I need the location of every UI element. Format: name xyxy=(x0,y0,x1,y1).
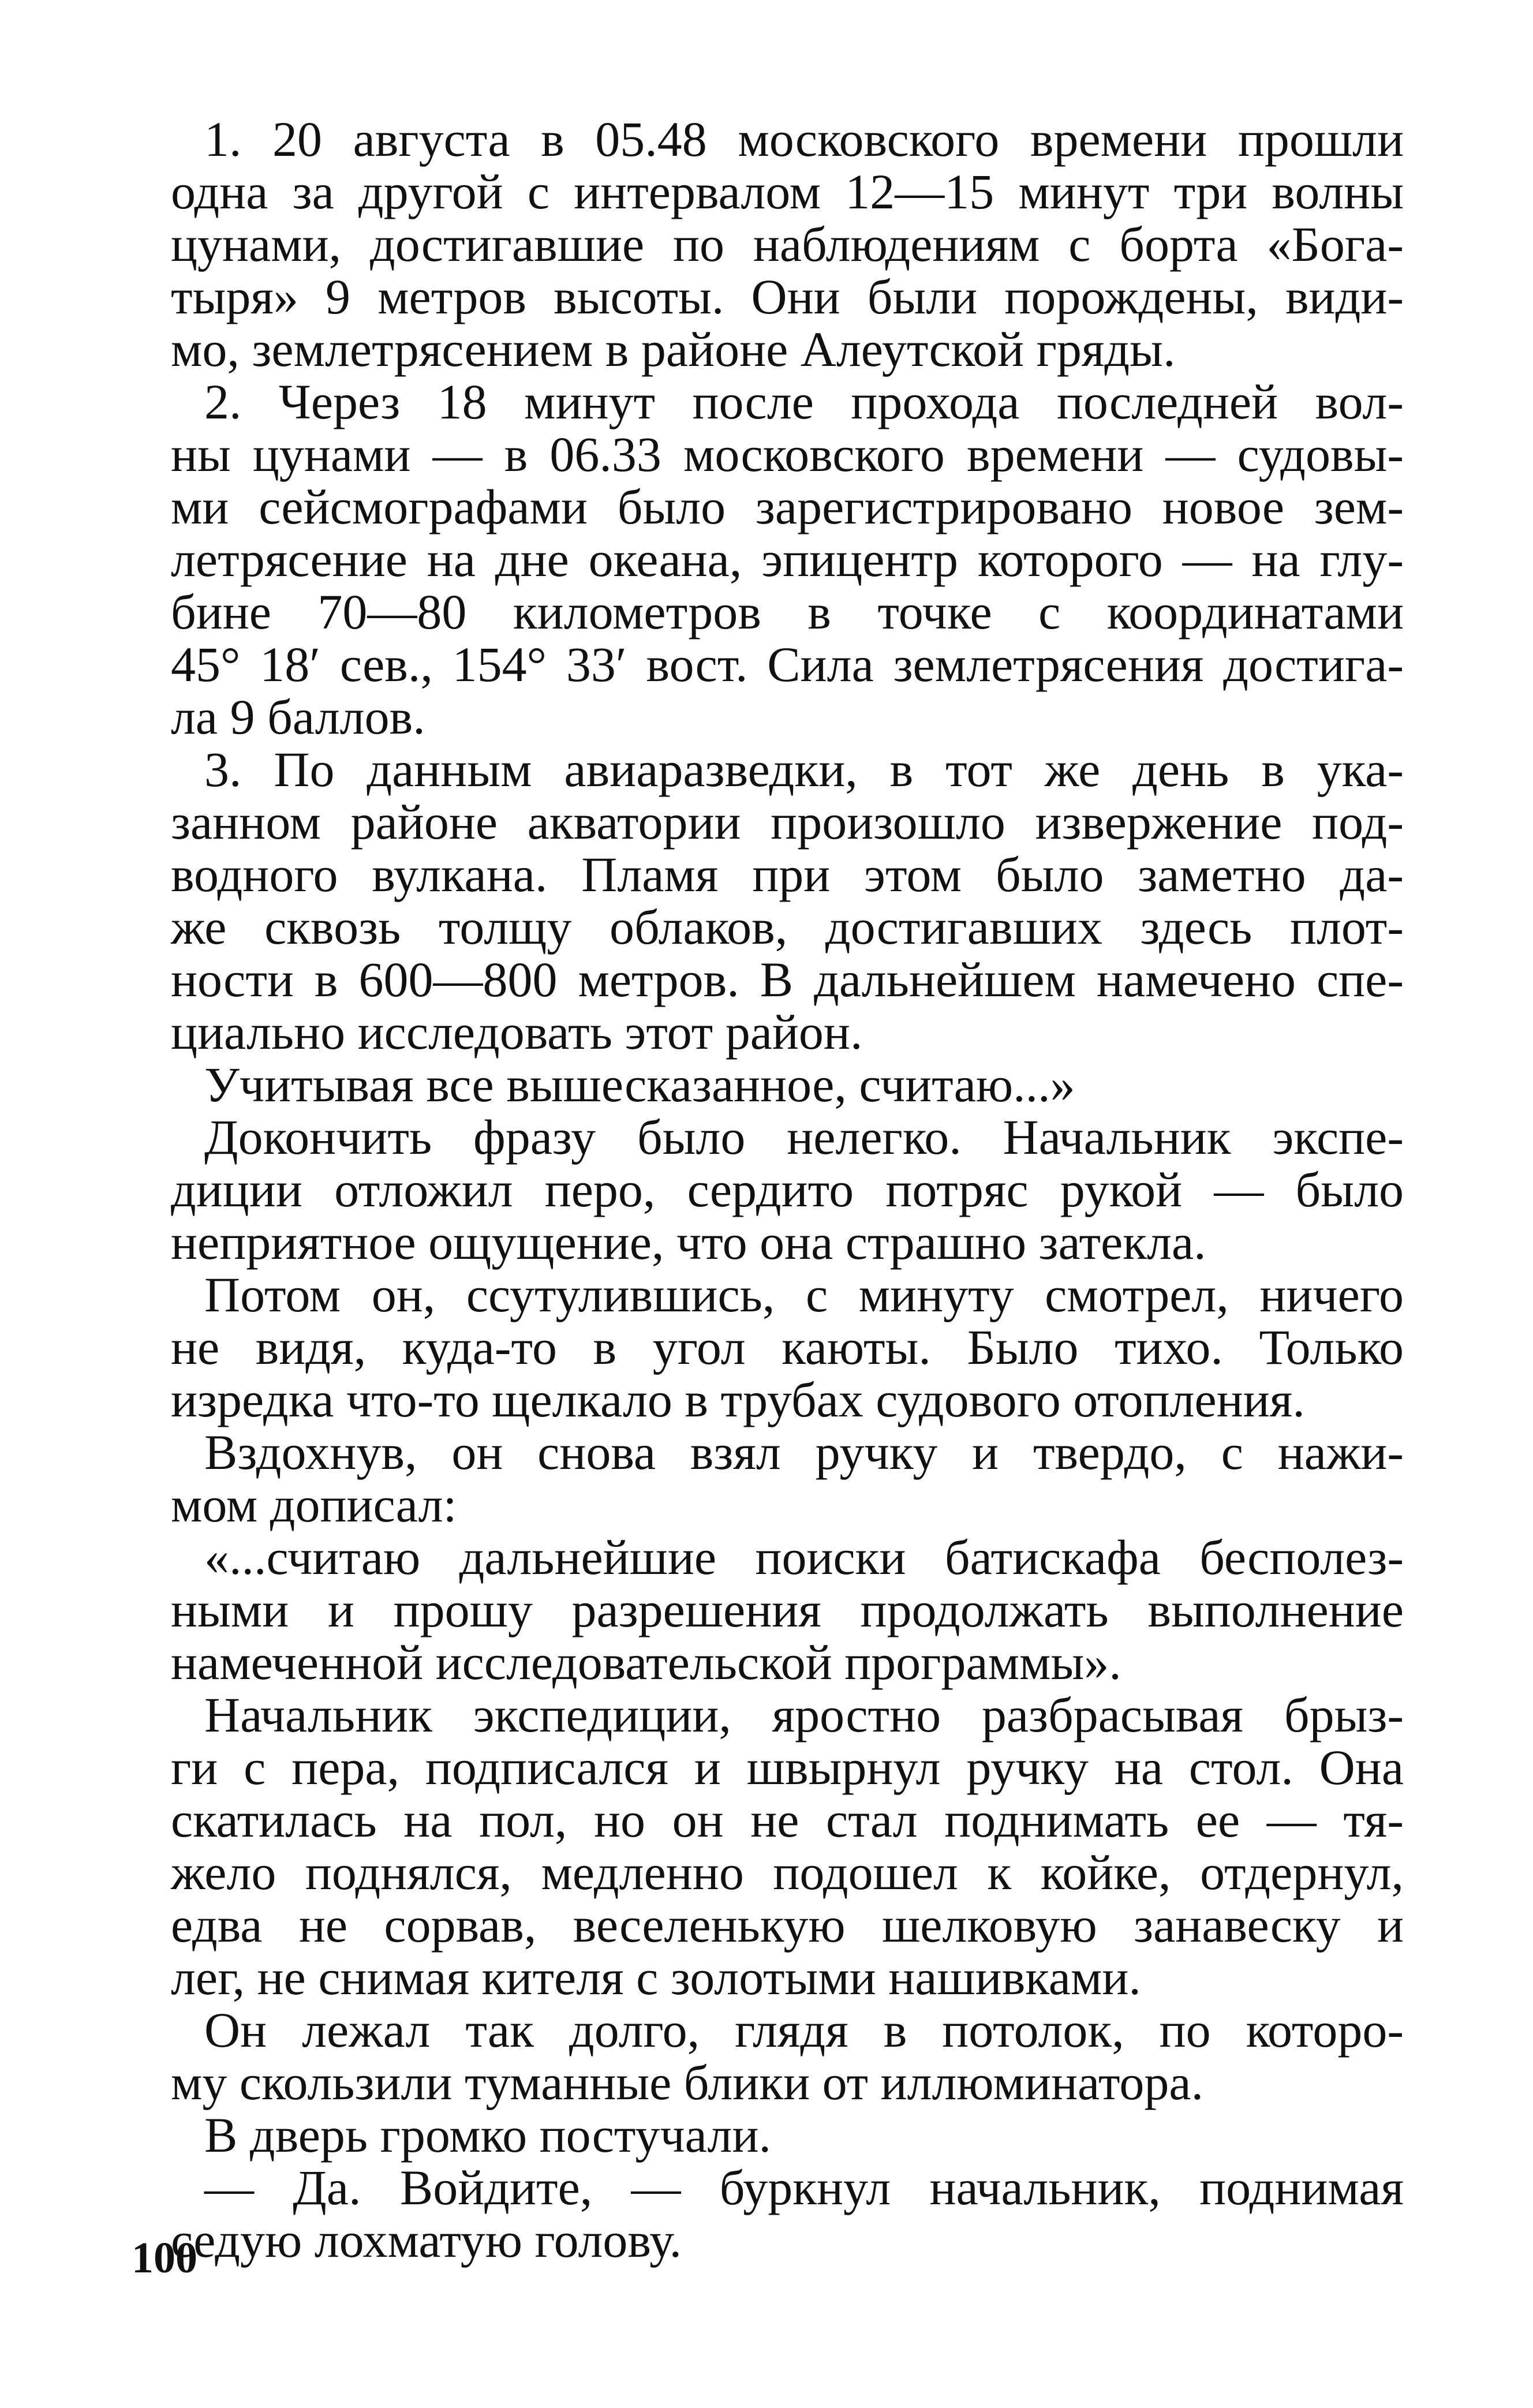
text-line: жело поднялся, медленно подошел к койке, отдернул, xyxy=(171,1845,1404,1900)
text-line: одна за другой с интервалом 12—15 минут три волны xyxy=(171,164,1404,219)
text-line: 45° 18′ сев., 154° 33′ вост. Сила землетрясения достига- xyxy=(171,637,1404,692)
text-line: 3. По данным авиаразведки, в тот же день в ука- xyxy=(204,742,1404,797)
text-line: Начальник экспедиции, яростно разбрасывая брыз- xyxy=(204,1687,1404,1743)
text-line: ными и прошу разрешения продолжать выполнение xyxy=(171,1582,1404,1637)
text-line: водного вулкана. Пламя при этом было заметно да- xyxy=(171,847,1404,902)
text-line: ла 9 баллов. xyxy=(171,689,425,745)
text-line: В дверь громко постучали. xyxy=(204,2107,771,2163)
text-line: занном районе акватории произошло извержение под- xyxy=(171,794,1404,850)
text-line: едва не сорвав, веселенькую шелковую занавеску и xyxy=(171,1897,1404,1953)
text-line: мо, землетрясением в районе Алеутской гряды. xyxy=(171,321,1176,377)
text-line: му скользили туманные блики от иллюминатора. xyxy=(171,2055,1204,2110)
text-line: Вздохнув, он снова взял ручку и твердо, с нажи- xyxy=(204,1424,1404,1480)
text-line: Он лежал так долго, глядя в потолок, по которо- xyxy=(204,2002,1404,2058)
text-line: цунами, достигавшие по наблюдениям с борта «Бога- xyxy=(171,216,1404,272)
text-line: Потом он, ссутулившись, с минуту смотрел, ничего xyxy=(204,1267,1404,1322)
page-number: 100 xyxy=(132,2234,197,2282)
text-line: тыря» 9 метров высоты. Они были порождены, види- xyxy=(171,269,1404,324)
text-line: циально исследовать этот район. xyxy=(171,1004,863,1060)
text-line: 2. Через 18 минут после прохода последней вол- xyxy=(204,374,1404,429)
text-line: скатилась на пол, но он не стал поднимать ее — тя- xyxy=(171,1792,1404,1848)
text-line: летрясение на дне океана, эпицентр которого — на глу- xyxy=(171,532,1404,587)
text-line: мом дописал: xyxy=(171,1477,457,1532)
text-line: не видя, куда-то в угол каюты. Было тихо. Только xyxy=(171,1319,1404,1375)
text-line: 1. 20 августа в 05.48 московского времени прошли xyxy=(204,111,1404,167)
text-line: же сквозь толщу облаков, достигавших здесь плот- xyxy=(171,899,1404,955)
body-text xyxy=(171,113,1404,2267)
text-line: «...считаю дальнейшие поиски батискафа бесполез- xyxy=(204,1530,1404,1585)
text-line: Докончить фразу было нелегко. Начальник экспе- xyxy=(204,1109,1404,1165)
text-line: ми сейсмографами было зарегистрировано новое зем- xyxy=(171,479,1404,534)
text-line: диции отложил перо, сердито потряс рукой — было xyxy=(171,1162,1404,1217)
text-line: ги с пера, подписался и швырнул ручку на стол. Она xyxy=(171,1740,1404,1795)
text-line: неприятное ощущение, что она страшно затекла. xyxy=(171,1214,1206,1270)
text-line: намеченной исследовательской программы». xyxy=(171,1635,1121,1690)
text-line: ны цунами — в 06.33 московского времени — судовы- xyxy=(171,427,1404,482)
text-line: седую лохматую голову. xyxy=(171,2212,682,2268)
text-line: Учитывая все вышесказанное, считаю...» xyxy=(204,1057,1075,1112)
text-line: — Да. Войдите, — буркнул начальник, поднимая xyxy=(204,2160,1404,2215)
text-line: изредка что-то щелкало в трубах судового отопления. xyxy=(171,1372,1305,1427)
text-line: ности в 600—800 метров. В дальнейшем намечено спе- xyxy=(171,952,1404,1007)
text-line: бине 70—80 километров в точке с координатами xyxy=(171,584,1404,640)
text-line: лег, не снимая кителя с золотыми нашивками. xyxy=(171,1950,1141,2005)
